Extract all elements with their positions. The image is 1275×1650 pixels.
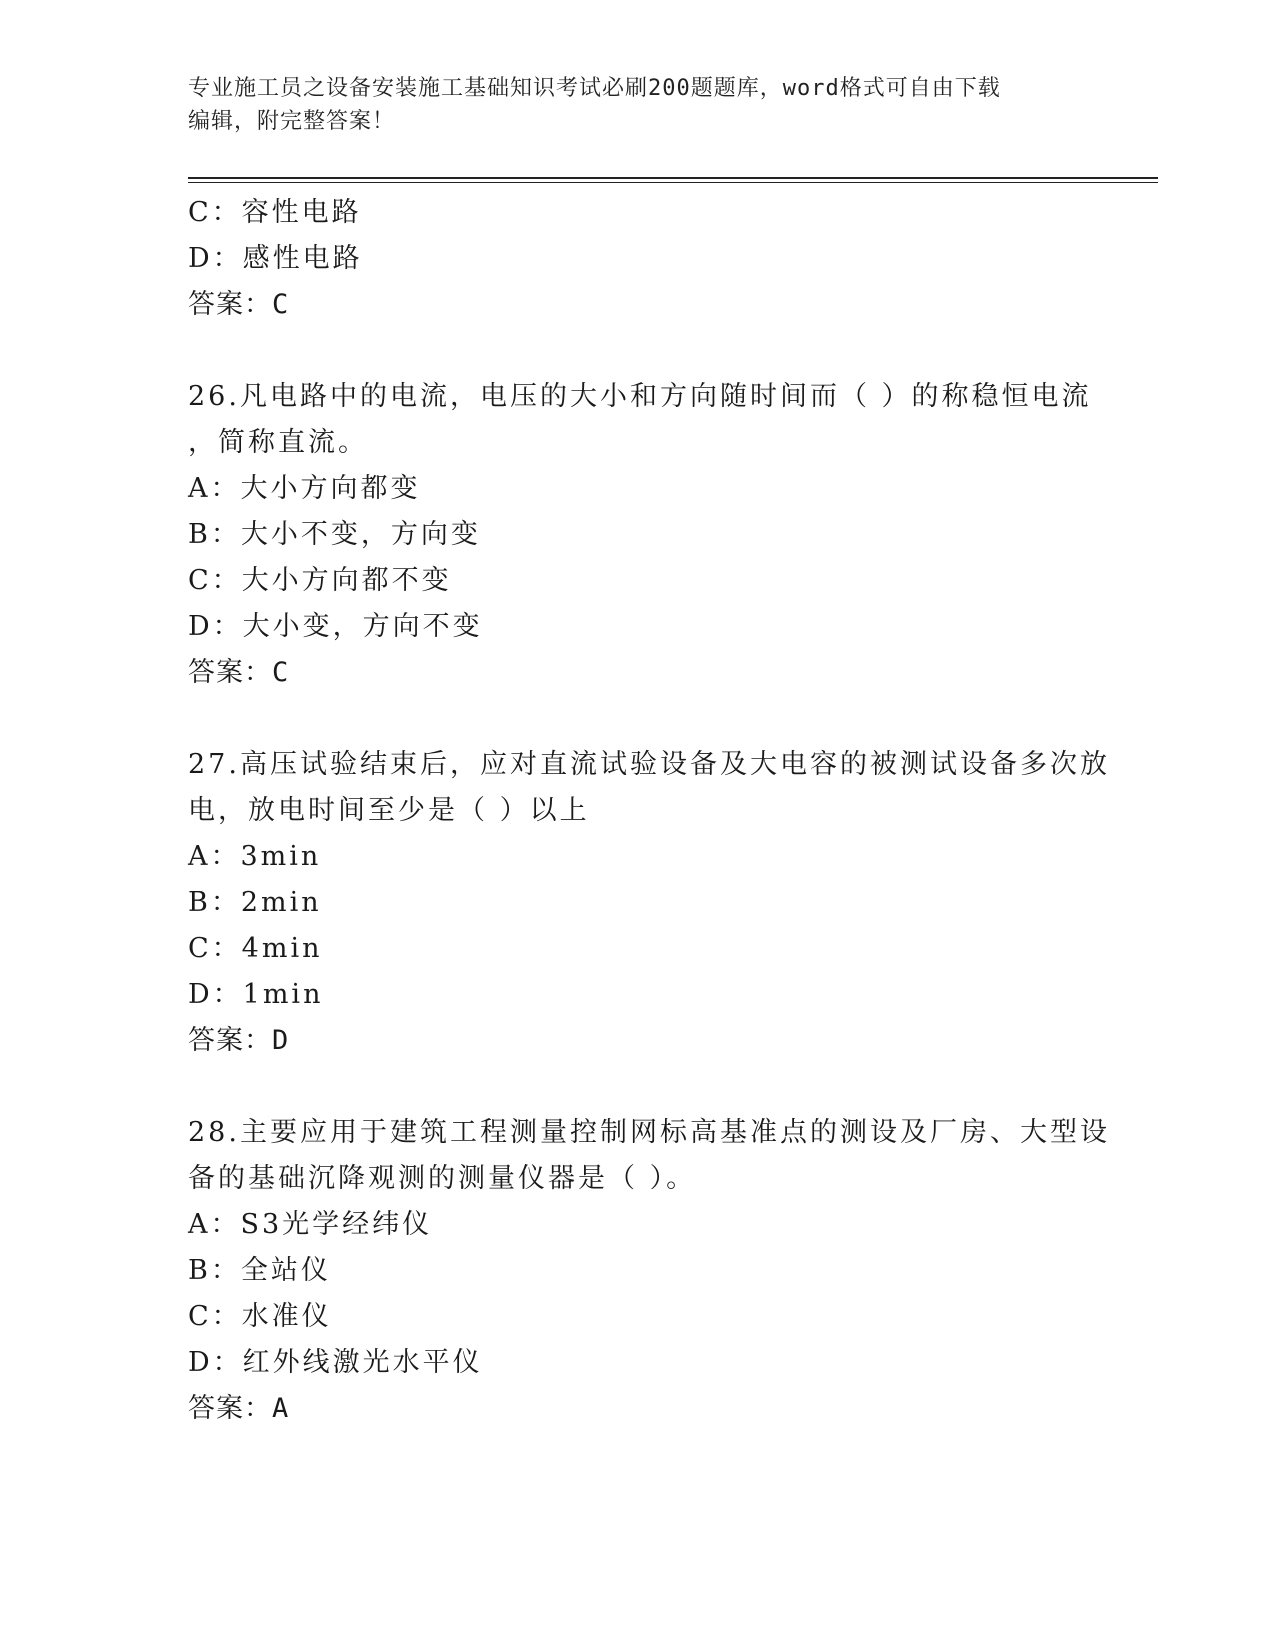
option-b [188, 1248, 1088, 1294]
option-text: 红外线激光水平仪 [242, 1347, 483, 1378]
option-key: D： [188, 979, 243, 1010]
answer: 答案：C [188, 657, 290, 688]
option-d [188, 972, 1088, 1018]
question-25-continuation [188, 190, 1088, 328]
question-26 [188, 374, 1092, 696]
question-27 [188, 742, 1110, 1064]
answer: 答案：A [188, 1393, 290, 1424]
option-key: C： [188, 197, 242, 228]
option-c [188, 190, 1088, 236]
answer: 答案：C [188, 289, 290, 320]
option-text: 3min [240, 841, 322, 872]
option-text: 容性电路 [241, 197, 362, 228]
option-text: 4min [241, 933, 323, 964]
header-divider [188, 177, 1158, 179]
option-b [188, 512, 1088, 558]
header-line-1: 专业施工员之设备安装施工基础知识考试必刷200题题库，word格式可自由下载 [188, 76, 1001, 101]
option-text: 1min [242, 979, 324, 1010]
question-stem-line: 电，放电时间至少是（ ）以上 [188, 795, 590, 826]
option-key: C： [188, 565, 242, 596]
option-a [188, 466, 1088, 512]
option-text: 大小方向都不变 [241, 565, 452, 596]
option-key: A： [188, 473, 241, 504]
header-divider-thin [188, 182, 1158, 183]
question-stem-line: 26.凡电路中的电流，电压的大小和方向随时间而（ ）的称稳恒电流 [188, 381, 1092, 412]
option-text: 全站仪 [240, 1255, 331, 1286]
option-a [188, 1202, 1088, 1248]
option-key: B： [188, 887, 241, 918]
page-header [188, 72, 1088, 138]
question-stem-line: 28.主要应用于建筑工程测量控制网标高基准点的测设及厂房、大型设 [188, 1117, 1110, 1148]
option-b [188, 880, 1088, 926]
option-key: D： [188, 1347, 243, 1378]
answer: 答案：D [188, 1025, 290, 1056]
option-text: 大小变，方向不变 [242, 611, 483, 642]
option-key: B： [188, 1255, 241, 1286]
option-text: 大小方向都变 [240, 473, 421, 504]
header-line-2: 编辑，附完整答案！ [188, 109, 396, 134]
option-key: B： [188, 519, 241, 550]
option-key: C： [188, 1301, 242, 1332]
option-key: A： [188, 1209, 241, 1240]
option-c [188, 1294, 1088, 1340]
option-key: C： [188, 933, 242, 964]
option-key: D： [188, 243, 243, 274]
option-d [188, 604, 1088, 650]
option-text: S3光学经纬仪 [240, 1209, 433, 1240]
page-content [188, 190, 1110, 1432]
option-text: 大小不变，方向变 [240, 519, 481, 550]
option-d [188, 236, 1088, 282]
option-c [188, 558, 1088, 604]
question-28 [188, 1110, 1110, 1432]
question-stem-line: ，简称直流。 [188, 427, 368, 458]
option-d [188, 1340, 1088, 1386]
question-stem-line: 27.高压试验结束后，应对直流试验设备及大电容的被测试设备多次放 [188, 749, 1110, 780]
option-key: D： [188, 611, 243, 642]
option-text: 感性电路 [242, 243, 363, 274]
option-key: A： [188, 841, 241, 872]
question-stem-line: 备的基础沉降观测的测量仪器是（ ）。 [188, 1163, 697, 1194]
option-a [188, 834, 1088, 880]
option-text: 2min [240, 887, 322, 918]
option-text: 水准仪 [241, 1301, 332, 1332]
option-c [188, 926, 1088, 972]
